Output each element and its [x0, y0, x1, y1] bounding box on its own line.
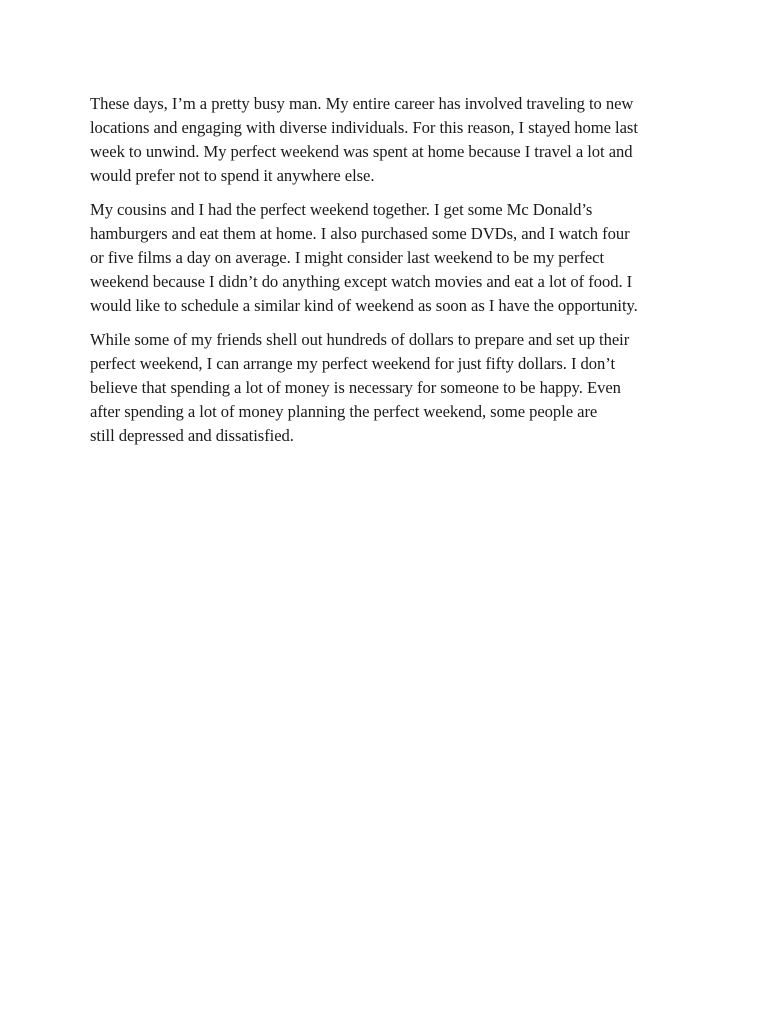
- paragraph-line: believe that spending a lot of money is necessary for someone to be happy. Even: [90, 378, 621, 397]
- paragraph-2: [90, 198, 680, 318]
- paragraph-line: weekend because I didn’t do anything except watch movies and eat a lot of food. I: [90, 272, 633, 291]
- paragraph-line: after spending a lot of money planning the perfect weekend, some people are: [90, 402, 598, 421]
- paragraph-line: hamburgers and eat them at home. I also purchased some DVDs, and I watch four: [90, 224, 630, 243]
- paragraph-line: would like to schedule a similar kind of weekend as soon as I have the opportunity.: [90, 296, 638, 315]
- paragraph-line: perfect weekend, I can arrange my perfect weekend for just fifty dollars. I don’t: [90, 354, 616, 373]
- paragraph-line: would prefer not to spend it anywhere else.: [90, 166, 375, 185]
- paragraph-1: [90, 92, 680, 188]
- document-body: [90, 92, 680, 458]
- paragraph-line: week to unwind. My perfect weekend was spent at home because I travel a lot and: [90, 142, 633, 161]
- paragraph-line: or five films a day on average. I might consider last weekend to be my perfect: [90, 248, 605, 267]
- paragraph-line: still depressed and dissatisfied.: [90, 426, 294, 445]
- paragraph-line: locations and engaging with diverse individuals. For this reason, I stayed home last: [90, 118, 638, 137]
- paragraph-line: While some of my friends shell out hundreds of dollars to prepare and set up their: [90, 330, 630, 349]
- paragraph-line: These days, I’m a pretty busy man. My entire career has involved traveling to new: [90, 94, 634, 113]
- paragraph-3: [90, 328, 680, 448]
- paragraph-line: My cousins and I had the perfect weekend together. I get some Mc Donald’s: [90, 200, 593, 219]
